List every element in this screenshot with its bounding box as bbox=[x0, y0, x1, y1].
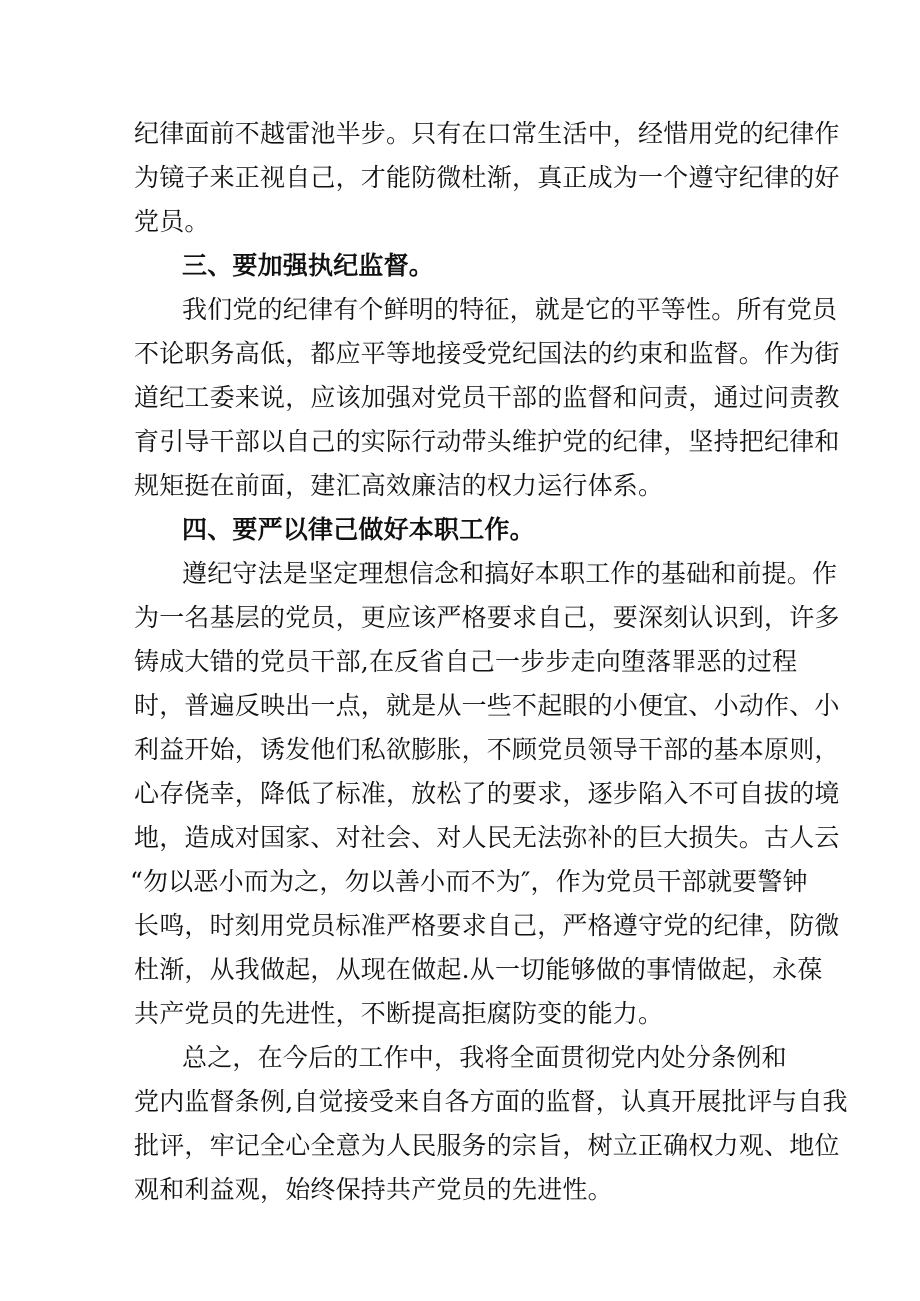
text-line: 共产党员的先进性，不断提高拒腐防变的能力。 bbox=[134, 999, 664, 1028]
text-line: 长鸣，时刻用党员标准严格要求自己，严格遵守党的纪律，防微 bbox=[134, 911, 840, 940]
section-heading: 四、要严以律己做好本职工作。 bbox=[182, 515, 535, 544]
text-line: 心存侥幸，降低了标准，放松了的要求，逐步陷入不可自拔的境 bbox=[134, 779, 840, 808]
text-line: 为一名基层的党员，更应该严格要求自己，要深刻认识到，许多 bbox=[134, 603, 840, 632]
text-line: 党员。 bbox=[134, 207, 210, 236]
text-line: 党内监督条例,自觉接受来自各方面的监督，认真开展批评与自我 bbox=[134, 1087, 848, 1116]
text-line: 不论职务高低，都应平等地接受党纪国法的约束和监督。作为街 bbox=[134, 339, 840, 368]
text-line: 育引导干部以自己的实际行动带头维护党的纪律，坚持把纪律和 bbox=[134, 427, 840, 456]
text-line: 遵纪守法是坚定理想信念和搞好本职工作的基础和前提。作 bbox=[182, 559, 838, 588]
text-line: 时，普遍反映出一点，就是从一些不起眼的小便宜、小动作、小 bbox=[134, 691, 840, 720]
text-line: 铸成大错的党员干部,在反省自己一步步走向堕落罪恶的过程 bbox=[134, 647, 798, 676]
text-line: 规矩挺在前面，建汇高效廉洁的权力运行体系。 bbox=[134, 471, 664, 500]
text-line: 总之，在今后的工作中，我将全面贯彻党内处分条例和 bbox=[182, 1043, 787, 1072]
text-line: 利益开始，诱发他们私欲膨胀，不顾党员领导干部的基本原则， bbox=[134, 735, 840, 764]
section-heading: 三、要加强执纪监督。 bbox=[182, 251, 435, 280]
text-line: 道纪工委来说，应该加强对党员干部的监督和问责，通过问责教 bbox=[134, 383, 840, 412]
text-line: “勿以恶小而为之，勿以善小而不为″，作为党员干部就要警钟 bbox=[130, 867, 808, 896]
text-line: 地，造成对国家、对社会、对人民无法弥补的巨大损失。古人云 bbox=[134, 823, 840, 852]
text-line: 批评，牢记全心全意为人民服务的宗旨，树立正确权力观、地位 bbox=[134, 1131, 840, 1160]
text-line: 杜渐，从我做起，从现在做起.从一切能够做的事情做起，永葆 bbox=[134, 955, 823, 984]
text-line: 纪律面前不越雷池半步。只有在口常生活中，经惜用党的纪律作 bbox=[134, 119, 840, 148]
text-line: 观和利益观，始终保持共产党员的先进性。 bbox=[134, 1175, 613, 1204]
text-line: 为镜子来正视自己，才能防微杜渐，真正成为一个遵守纪律的好 bbox=[134, 163, 840, 192]
text-line: 我们党的纪律有个鲜明的特征，就是它的平等性。所有党员 bbox=[182, 295, 838, 324]
